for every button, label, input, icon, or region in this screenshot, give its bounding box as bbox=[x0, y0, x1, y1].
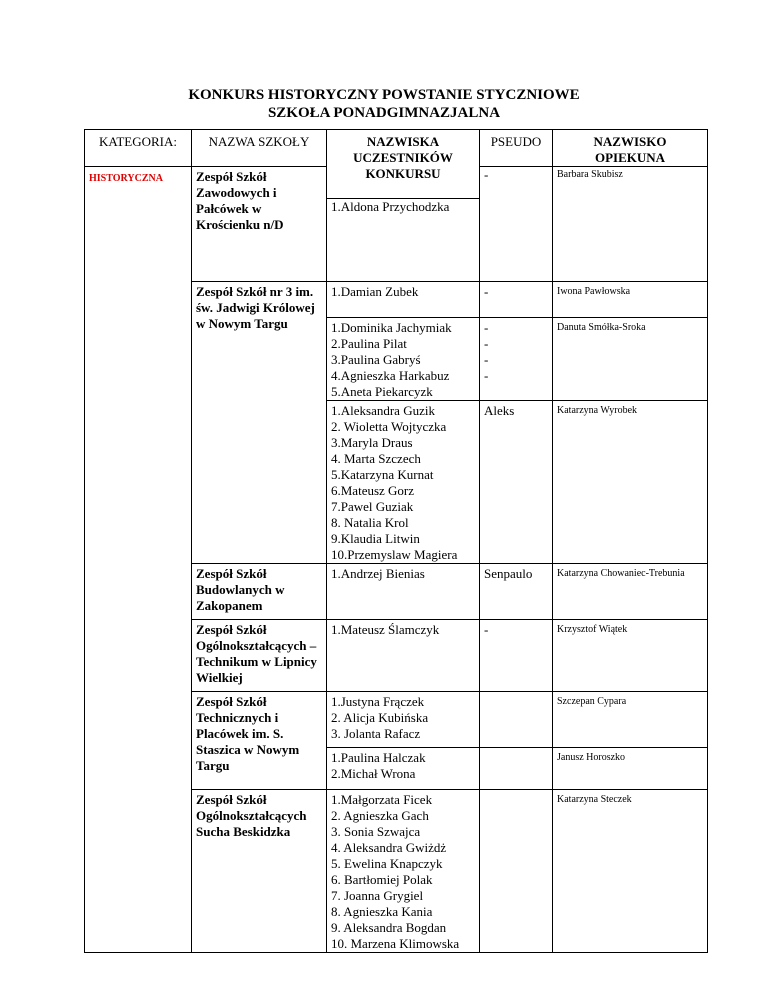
participants-cell: 1.Dominika Jachymiak 2.Paulina Pilat 3.Paulina Gabryś 4.Agnieszka Harkabuz 5.Aneta Piekarcyzk bbox=[327, 318, 480, 401]
pseudo-cell bbox=[480, 692, 553, 748]
opiekun-cell: Katarzyna Wyrobek bbox=[553, 401, 708, 564]
participants-cell: 1.Andrzej Bienias bbox=[327, 564, 480, 620]
participants-cell: 1.Aldona Przychodzka bbox=[327, 199, 480, 282]
participants-cell: 1.Mateusz Ślamczyk bbox=[327, 620, 480, 692]
school-cell: Zespół Szkół Ogólnokształcących Sucha Beskidzka bbox=[192, 790, 327, 953]
header-szkola: NAZWA SZKOŁY bbox=[192, 130, 327, 167]
school-cell: Zespół Szkół Ogólnokształcących – Technikum w Lipnicy Wielkiej bbox=[192, 620, 327, 692]
school-cell: Zespół Szkół Technicznych i Placówek im. S. Staszica w Nowym Targu bbox=[192, 692, 327, 790]
header-pseudo: PSEUDO bbox=[480, 130, 553, 167]
category-cell: HISTORYCZNA bbox=[85, 167, 192, 953]
title-line-2: SZKOŁA PONADGIMNAZJALNA bbox=[267, 105, 501, 121]
header-row bbox=[85, 130, 708, 167]
school-cell: Zespół Szkół Zawodowych i Pałcówek w Krościenku n/D bbox=[192, 167, 327, 282]
pseudo-cell: - bbox=[480, 167, 553, 282]
opiekun-cell: Janusz Horoszko bbox=[553, 748, 708, 790]
title-line-1: KONKURS HISTORYCZNY POWSTANIE STYCZNIOWE bbox=[188, 87, 580, 103]
opiekun-cell: Barbara Skubisz bbox=[553, 167, 708, 282]
participants-cell: 1.Damian Zubek bbox=[327, 282, 480, 318]
pseudo-cell bbox=[480, 748, 553, 790]
contest-table bbox=[84, 129, 708, 953]
pseudo-cell: - bbox=[480, 282, 553, 318]
pseudo-cell: - - - - bbox=[480, 318, 553, 401]
participants-cell: 1.Paulina Halczak 2.Michał Wrona bbox=[327, 748, 480, 790]
opiekun-cell: Krzysztof Wiątek bbox=[553, 620, 708, 692]
pseudo-cell: Senpaulo bbox=[480, 564, 553, 620]
header-kategoria: KATEGORIA: bbox=[85, 130, 192, 167]
opiekun-cell: Danuta Smółka-Sroka bbox=[553, 318, 708, 401]
school-cell: Zespół Szkół Budowlanych w Zakopanem bbox=[192, 564, 327, 620]
header-opiekun: NAZWISKO OPIEKUNA bbox=[553, 130, 708, 167]
pseudo-cell: Aleks bbox=[480, 401, 553, 564]
participants-cell: 1.Justyna Frączek 2. Alicja Kubińska 3. Jolanta Rafacz bbox=[327, 692, 480, 748]
participants-cell: 1.Małgorzata Ficek 2. Agnieszka Gach 3. Sonia Szwajca 4. Aleksandra Gwiżdż 5. Ewelina Knapczyk 6. Bartłomiej Polak 7. Joanna Grygiel 8. Agnieszka Kania 9. Aleksandra Bogdan 10. Marzena Klimowska bbox=[327, 790, 480, 953]
page-title bbox=[0, 86, 768, 122]
school-cell: Zespół Szkół nr 3 im. św. Jadwigi Królowej w Nowym Targu bbox=[192, 282, 327, 564]
pseudo-cell bbox=[480, 790, 553, 953]
pseudo-cell: - bbox=[480, 620, 553, 692]
opiekun-cell: Szczepan Cypara bbox=[553, 692, 708, 748]
opiekun-cell: Iwona Pawłowska bbox=[553, 282, 708, 318]
opiekun-cell: Katarzyna Chowaniec-Trebunia bbox=[553, 564, 708, 620]
header-uczestnicy: NAZWISKA UCZESTNIKÓW KONKURSU bbox=[327, 130, 480, 199]
opiekun-cell: Katarzyna Steczek bbox=[553, 790, 708, 953]
participants-cell: 1.Aleksandra Guzik 2. Wioletta Wojtyczka 3.Maryla Draus 4. Marta Szczech 5.Katarzyna Kurnat 6.Mateusz Gorz 7.Pawel Guziak 8. Natalia Krol 9.Klaudia Litwin 10.Przemyslaw Magiera bbox=[327, 401, 480, 564]
